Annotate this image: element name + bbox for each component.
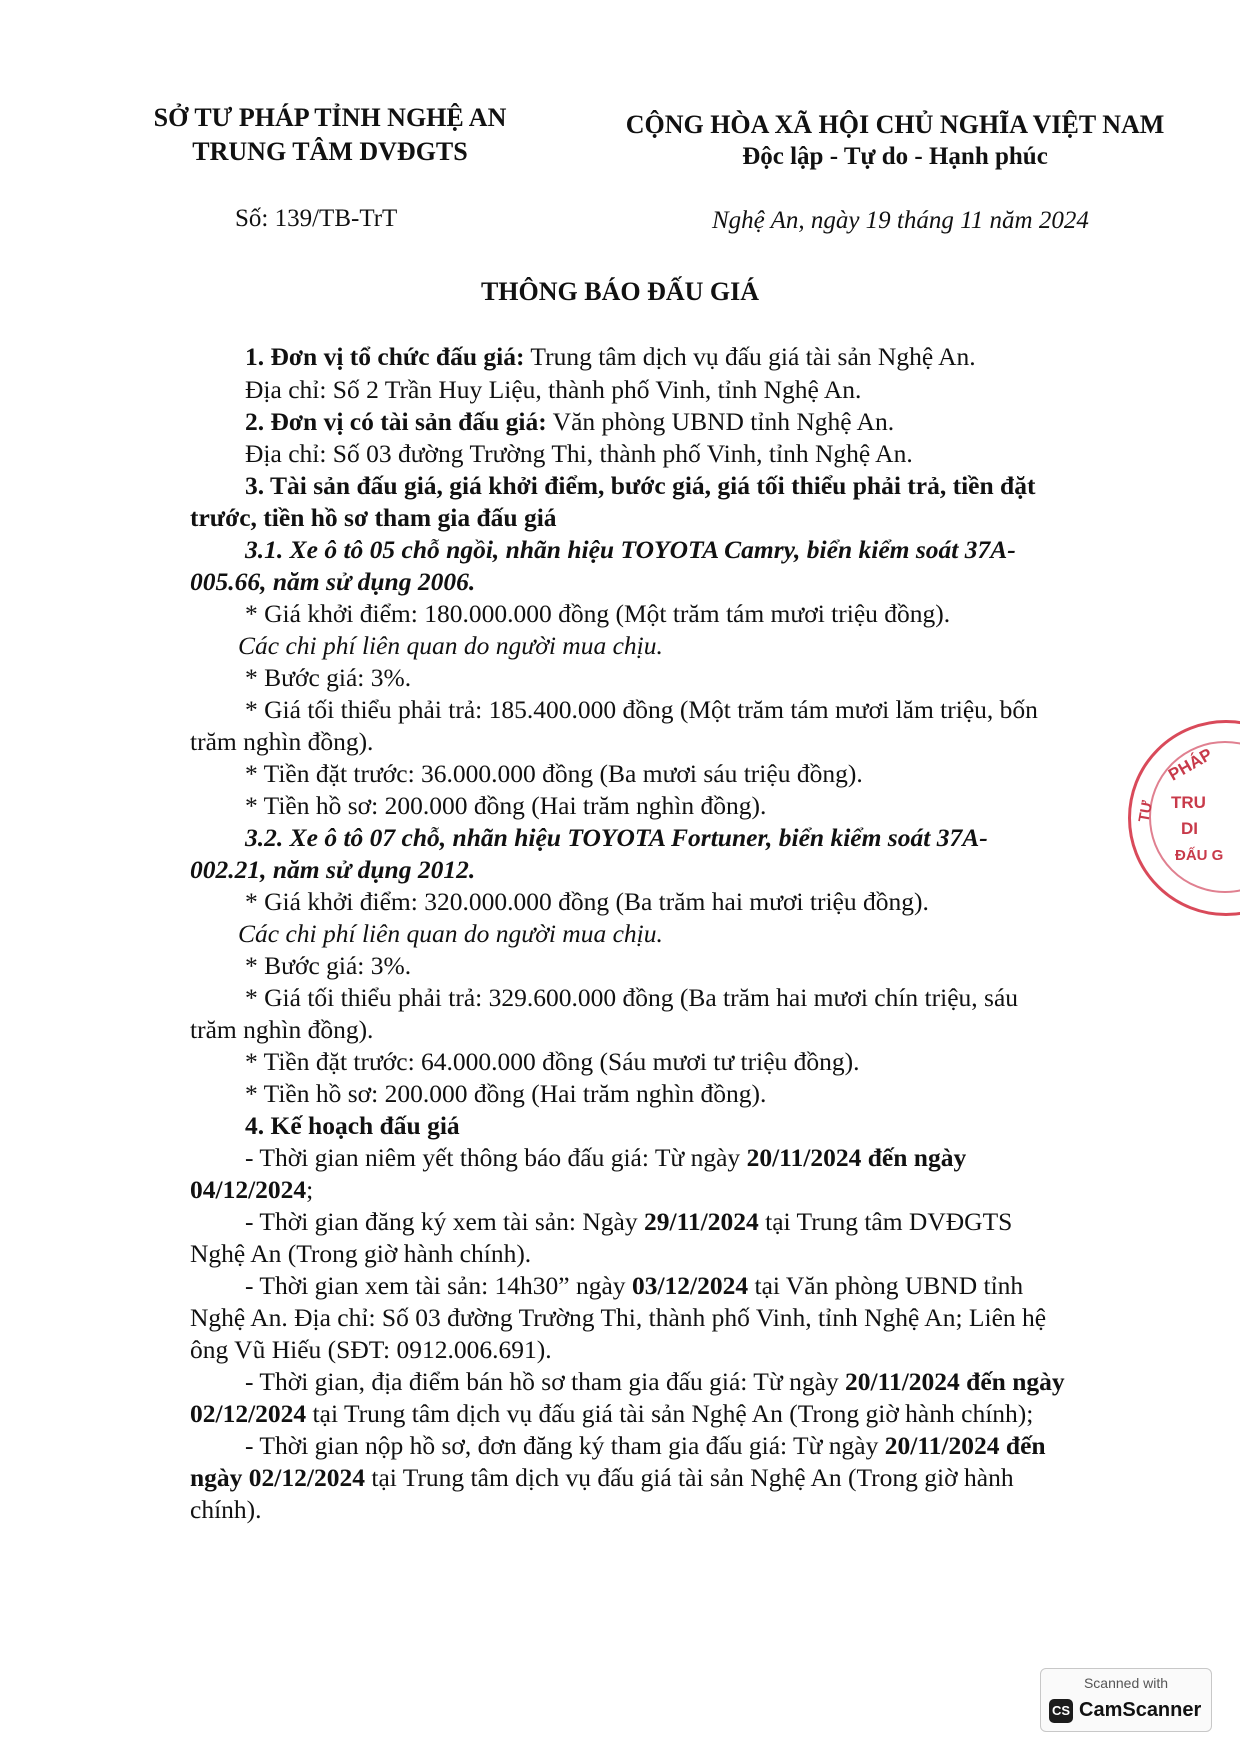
scanned-with-text: Scanned with bbox=[1083, 1675, 1169, 1691]
section-3-heading-1: 3. Tài sản đấu giá, giá khởi điểm, bước giá, giá tối thiểu phải trả, tiền đặt bbox=[245, 471, 1036, 500]
plan-3-text: - Thời gian xem tài sản: 14h30” ngày bbox=[245, 1271, 632, 1300]
item-1-title-2: 005.66, năm sử dụng 2006. bbox=[190, 567, 476, 596]
plan-1-end-date: 04/12/2024 bbox=[190, 1175, 307, 1204]
item-2-min-price-2: trăm nghìn đồng). bbox=[190, 1015, 374, 1044]
stamp-text-3: DI bbox=[1181, 819, 1198, 838]
section-2-address: Địa chỉ: Số 03 đường Trường Thi, thành phố Vinh, tỉnh Nghệ An. bbox=[245, 439, 913, 468]
item-2-deposit: * Tiền đặt trước: 64.000.000 đồng (Sáu mươi tư triệu đồng). bbox=[245, 1047, 860, 1076]
plan-2-date: 29/11/2024 bbox=[643, 1207, 759, 1236]
item-2-title-1: 3.2. Xe ô tô 07 chỗ, nhãn hiệu TOYOTA Fortuner, biển kiểm soát 37A- bbox=[245, 823, 988, 852]
plan-item-1-line-1 bbox=[0, 1141, 1240, 1174]
section-4-heading: 4. Kế hoạch đấu giá bbox=[245, 1111, 460, 1140]
camscanner-logo-icon: CS bbox=[1049, 1699, 1073, 1723]
plan-item-4-line-1 bbox=[0, 1365, 1240, 1398]
section-1-address: Địa chỉ: Số 2 Trần Huy Liệu, thành phố Vinh, tỉnh Nghệ An. bbox=[245, 375, 862, 404]
section-2-line bbox=[0, 405, 1240, 438]
item-1-title-1: 3.1. Xe ô tô 05 chỗ ngồi, nhãn hiệu TOYOTA Camry, biển kiểm soát 37A- bbox=[245, 535, 1016, 564]
agency-line-1: SỞ TƯ PHÁP TỈNH NGHỆ AN bbox=[153, 103, 507, 132]
item-1-min-price-2: trăm nghìn đồng). bbox=[190, 727, 374, 756]
plan-1-text: - Thời gian niêm yết thông báo đấu giá: Từ ngày bbox=[245, 1143, 747, 1172]
plan-item-5-line-3: chính). bbox=[190, 1495, 262, 1524]
agency-line-2-text: TRUNG TÂM DVĐGTS bbox=[192, 137, 468, 166]
item-1-step: * Bước giá: 3%. bbox=[245, 663, 412, 692]
plan-4-end-date: 02/12/2024 bbox=[190, 1399, 307, 1428]
plan-1-date: 20/11/2024 đến ngày bbox=[746, 1143, 967, 1172]
plan-4-place: tại Trung tâm dịch vụ đấu giá tài sản Nghệ An (Trong giờ hành chính); bbox=[306, 1399, 1034, 1428]
plan-5-date: 20/11/2024 đến bbox=[884, 1431, 1046, 1460]
plan-5-text: - Thời gian nộp hồ sơ, đơn đăng ký tham gia đấu giá: Từ ngày bbox=[245, 1431, 885, 1460]
section-2-label: 2. Đơn vị có tài sản đấu giá: bbox=[245, 407, 547, 436]
plan-item-5-line-2 bbox=[0, 1461, 1240, 1494]
section-1-label: 1. Đơn vị tổ chức đấu giá: bbox=[245, 342, 525, 371]
plan-4-date: 20/11/2024 đến ngày bbox=[845, 1367, 1065, 1396]
plan-item-3-line-2: Nghệ An. Địa chỉ: Số 03 đường Trường Thi, thành phố Vinh, tỉnh Nghệ An; Liên hệ bbox=[190, 1303, 1047, 1332]
plan-2-text: - Thời gian đăng ký xem tài sản: Ngày bbox=[245, 1207, 644, 1236]
plan-5-end-date: ngày 02/12/2024 bbox=[190, 1463, 365, 1492]
nation-line-2: Độc lập - Tự do - Hạnh phúc bbox=[742, 143, 1048, 170]
camscanner-brand: CamScanner bbox=[1079, 1699, 1202, 1721]
stamp-text-2: TRU bbox=[1171, 793, 1206, 812]
plan-2-place: tại Trung tâm DVĐGTS bbox=[758, 1207, 1013, 1236]
item-1-start-price: * Giá khởi điểm: 180.000.000 đồng (Một trăm tám mươi triệu đồng). bbox=[245, 599, 951, 628]
section-1-line bbox=[0, 340, 1240, 373]
agency-line-2 bbox=[150, 137, 510, 167]
plan-item-5-line-1 bbox=[0, 1429, 1240, 1462]
plan-3-place: tại Văn phòng UBND tỉnh bbox=[748, 1271, 1024, 1300]
nation-line-1: CỘNG HÒA XÃ HỘI CHỦ NGHĨA VIỆT NAM bbox=[625, 110, 1165, 139]
plan-item-4-line-2 bbox=[0, 1397, 1240, 1430]
section-3-heading-2: trước, tiền hồ sơ tham gia đấu giá bbox=[190, 503, 557, 532]
plan-item-2-line-1 bbox=[0, 1205, 1240, 1238]
item-1-deposit: * Tiền đặt trước: 36.000.000 đồng (Ba mươi sáu triệu đồng). bbox=[245, 759, 863, 788]
item-1-min-price-1: * Giá tối thiểu phải trả: 185.400.000 đồng (Một trăm tám mươi lăm triệu, bốn bbox=[245, 695, 1038, 724]
item-1-file-fee: * Tiền hồ sơ: 200.000 đồng (Hai trăm nghìn đồng). bbox=[245, 791, 767, 820]
item-2-step: * Bước giá: 3%. bbox=[245, 951, 412, 980]
item-2-start-price: * Giá khởi điểm: 320.000.000 đồng (Ba trăm hai mươi triệu đồng). bbox=[245, 887, 929, 916]
item-2-title-2: 002.21, năm sử dụng 2012. bbox=[190, 855, 476, 884]
plan-item-3-line-1 bbox=[0, 1269, 1240, 1302]
plan-item-1-line-2 bbox=[0, 1173, 1240, 1206]
camscanner-watermark bbox=[1040, 1668, 1212, 1732]
section-1-value: Trung tâm dịch vụ đấu giá tài sản Nghệ An. bbox=[524, 342, 976, 371]
item-2-cost-note: Các chi phí liên quan do người mua chịu. bbox=[238, 919, 663, 948]
stamp-text-1: PHÁP bbox=[1165, 744, 1216, 785]
item-1-cost-note: Các chi phí liên quan do người mua chịu. bbox=[238, 631, 663, 660]
plan-1-end: ; bbox=[306, 1175, 314, 1204]
plan-item-3-line-3: ông Vũ Hiếu (SĐT: 0912.006.691). bbox=[190, 1335, 552, 1364]
plan-3-date: 03/12/2024 bbox=[631, 1271, 749, 1300]
plan-5-place: tại Trung tâm dịch vụ đấu giá tài sản Nghệ An (Trong giờ hành bbox=[364, 1463, 1014, 1492]
item-2-file-fee: * Tiền hồ sơ: 200.000 đồng (Hai trăm nghìn đồng). bbox=[245, 1079, 767, 1108]
stamp-text-5: TƯ bbox=[1135, 799, 1157, 824]
stamp-text-4: ĐẤU G bbox=[1175, 847, 1224, 864]
section-2-value: Văn phòng UBND tỉnh Nghệ An. bbox=[546, 407, 895, 436]
item-2-min-price-1: * Giá tối thiểu phải trả: 329.600.000 đồng (Ba trăm hai mươi chín triệu, sáu bbox=[245, 983, 1019, 1012]
document-number: Số: 139/TB-TrT bbox=[235, 205, 398, 232]
document-title: THÔNG BÁO ĐẤU GIÁ bbox=[480, 277, 760, 306]
date-place: Nghệ An, ngày 19 tháng 11 năm 2024 bbox=[712, 207, 1089, 234]
plan-4-text: - Thời gian, địa điểm bán hồ sơ tham gia đấu giá: Từ ngày bbox=[245, 1367, 846, 1396]
plan-item-2-line-2: Nghệ An (Trong giờ hành chính). bbox=[190, 1239, 532, 1268]
